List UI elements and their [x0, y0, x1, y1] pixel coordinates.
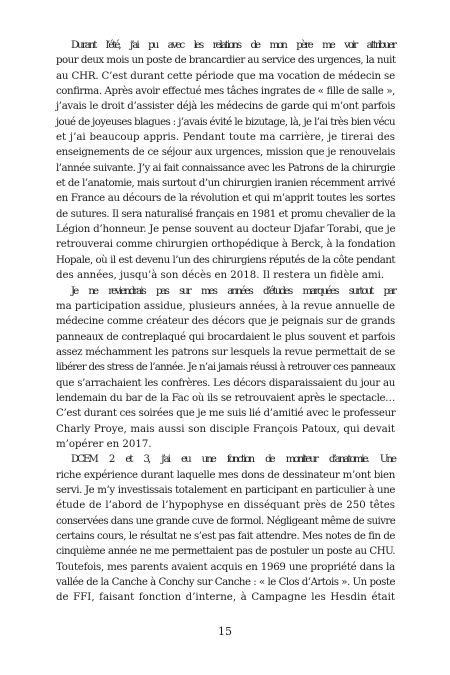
- text-line: en France au décours de la révolution et qui m’apprit toutes les sortes: [56, 193, 395, 205]
- text-line: conservées dans une grande cuve de formol. Négligeant même de suivre: [56, 515, 396, 527]
- text-line: joué de joyeuses blagues : j’avais évité le bizutage, là, je l’ai très bien vécu: [56, 116, 395, 128]
- text-line: Je ne reviendrais pas sur mes années d’études marquées surtout par: [71, 285, 395, 297]
- text-line: et j’ai beaucoup appris. Pendant toute ma carrière, je tirerai des: [56, 132, 395, 144]
- text-line: DCEM 2 et 3, j’ai eu une fonction de moniteur d’anatomie. Une: [71, 454, 395, 466]
- text-line: l’année suivante. J’y ai fait connaissance avec les Patrons de la chirurgie: [56, 162, 395, 174]
- text-line: panneaux de contreplaqué qui brocardaient le plus souvent et parfois: [56, 331, 395, 343]
- paragraph: [56, 38, 395, 284]
- text-line: servi. Je m’y investissais totalement en participant en particulier à une: [56, 484, 395, 496]
- text-line: ma participation assidue, plusieurs années, à la revue annuelle de: [56, 300, 395, 312]
- text-line: de FFI, faisant fonction d’interne, à Campagne les Hesdin était: [56, 592, 395, 604]
- text-line: au CHR. C’est durant cette période que ma vocation de médecin se: [56, 70, 395, 82]
- text-line: Légion d’honneur. Je pense souvent au docteur Djafar Torabi, que je: [56, 224, 396, 236]
- text-line: assez méchamment les patrons sur lesquels la revue permettait de se: [56, 346, 395, 358]
- page-number: 15: [218, 625, 232, 638]
- text-line: m’opérer en 2017.: [56, 438, 152, 450]
- text-line: j’avais le droit d’assister déjà les médecins de garde qui m’ont parfois: [56, 101, 395, 113]
- paragraph: [56, 284, 395, 453]
- text-line: et de l’anatomie, mais surtout d’un chirurgien iranien récemment arrivé: [56, 178, 395, 190]
- text-line: certains cours, le résultat ne s’est pas fait attendre. Mes notes de fin de: [56, 531, 395, 542]
- text-line: des années, jusqu’à son décès en 2018. Il restera un fidèle ami.: [56, 270, 385, 282]
- text-line: Hopale, où il est devenu l’un des chirurgiens réputés de la côte pendant: [56, 254, 395, 266]
- text-line: cinquième année ne me permettaient pas de postuler un poste au CHU.: [56, 546, 395, 558]
- text-line: C’est durant ces soirées que je me suis lié d’amitié avec le professeur: [56, 408, 396, 420]
- text-line: libérer des stress de l’année. Je n’ai jamais réussi à retrouver ces panneaux: [56, 362, 395, 374]
- text-line: que s’arrachaient les confrères. Les décors disparaissaient du jour au: [56, 377, 395, 389]
- body-text: [56, 38, 395, 606]
- text-line: étude de l’abord de l’hypophyse en disséquant près de 250 têtes: [56, 500, 395, 512]
- text-line: médecine comme créateur des décors que je peignais sur de grands: [56, 316, 395, 328]
- text-line: enseignements de ce séjour aux urgences, mission que je renouvelais: [56, 147, 395, 159]
- text-line: vallée de la Canche à Conchy sur Canche : « le Clos d’Artois ». Un poste: [56, 577, 395, 589]
- text-line: lendemain du bar de la Fac où ils se retrouvaient après le spectacle…: [56, 392, 395, 404]
- text-line: confirma. Après avoir effectué mes tâches ingrates de « fille de salle »,: [56, 86, 395, 98]
- text-line: de sutures. Il sera naturalisé français en 1981 et promu chevalier de la: [56, 208, 396, 220]
- paragraph: [56, 452, 395, 605]
- text-line: Durant l’été, j’ai pu avec les relations de mon père me voir attribuer: [71, 40, 395, 51]
- text-line: pour deux mois un poste de brancardier au service des urgences, la nuit: [56, 55, 396, 67]
- text-line: Toutefois, mes parents avaient acquis en 1969 une propriété dans la: [56, 561, 395, 573]
- text-line: Charly Proye, mais aussi son disciple François Patoux, qui devait: [56, 423, 395, 435]
- text-line: retrouverai comme chirurgien orthopédique à Berck, à la fondation: [56, 239, 396, 251]
- text-line: riche expérience durant laquelle mes dons de dessinateur m’ont bien: [56, 469, 395, 481]
